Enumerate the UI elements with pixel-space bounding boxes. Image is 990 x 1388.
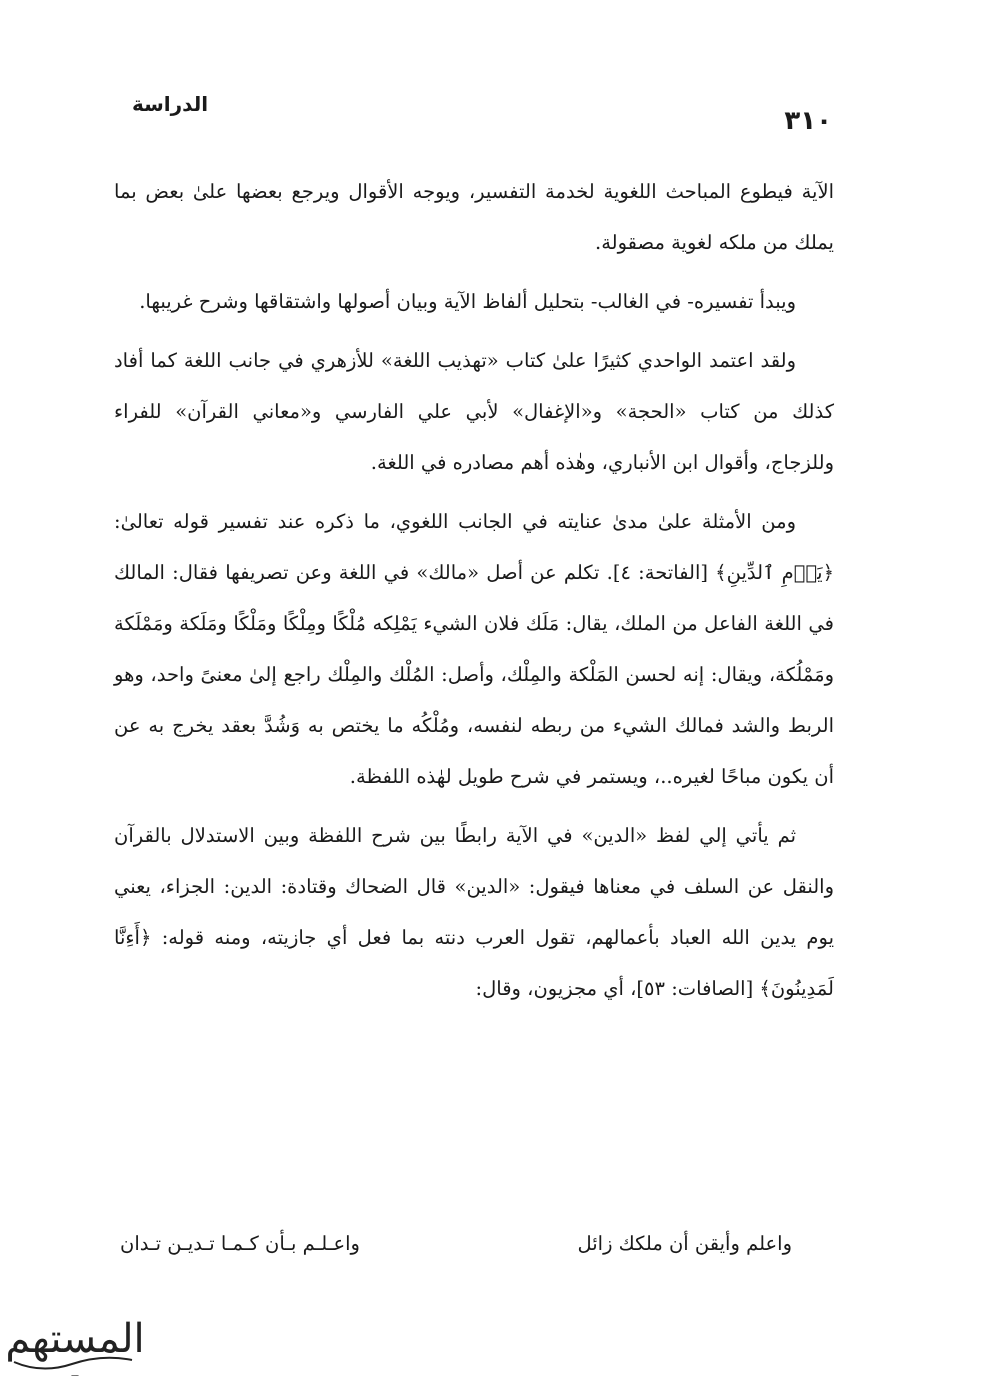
poem-second-hemistich: واعـلـم بـأن كـمـا تـديـن تـدان — [120, 1232, 360, 1255]
page-header — [108, 92, 832, 142]
svg-text:ـــ: ـــ — [71, 1369, 79, 1378]
body-text — [114, 166, 834, 1022]
paragraph-1: الآية فيطوع المباحث اللغوية لخدمة التفسير، ويوجه الأقوال ويرجع بعضها علىٰ بعض بما يملك من ملكه لغوية مصقولة. — [114, 180, 834, 254]
page-number: ٣١٠ — [784, 106, 832, 136]
stamp-calligraphy-text: المستهم — [5, 1316, 145, 1362]
publisher-logo-stamp — [2, 1302, 148, 1382]
paragraph-4: ومن الأمثلة علىٰ مدىٰ عنايته في الجانب اللغوي، ما ذكره عند تفسير قوله تعالىٰ: ﴿يَوۡمِ ٱلدِّينِ﴾ [الفاتحة: ٤]. تكلم عن أصل «مالك» في اللغة وعن تصريفها فقال: المالك في اللغة الفاعل من الملك، يقال: مَلَك فلان الشيء يَمْلِكه مُلْكًا ومِلْكًا ومَلْكًا ومَلَكة ومَمْلَكة ومَمْلُكة، ويقال: إنه لحسن المَلْكة والمِلْك، وأصل: المُلْك والمِلْك راجع إلىٰ معنىً واحد، وهو الربط والشد فمالك الشيء من ربطه لنفسه، ومُلْكُه ما يختص به وَشُدَّ بعقد يخرج به عن أن يكون مباحًا لغيره..، ويستمر في شرح طويل لهٰذه اللفظة. — [114, 510, 835, 788]
paragraph-5: ثم يأتي إلي لفظ «الدين» في الآية رابطًا بين شرح اللفظة وبين الاستدلال بالقرآن والنقل عن السلف في معناها فيقول: «الدين» قال الضحاك وقتادة: الدين: الجزاء، يعني يوم يدين الله العباد بأعمالهم، تقول العرب دنته بما فعل أي جازيته، ومنه قوله: ﴿أَءِنَّا لَمَدِينُونَ﴾ [الصافات: ٥٣]، أي مجزيون، وقال: — [114, 824, 834, 1000]
paragraph-3: ولقد اعتمد الواحدي كثيرًا علىٰ كتاب «تهذيب اللغة» للأزهري في جانب اللغة كما أفاد كذلك من كتاب «الحجة» و«الإغفال» لأبي علي الفارسي و«معاني القرآن» للفراء وللزجاج، وأقوال ابن الأنباري، وهٰذه أهم مصادره في اللغة. — [114, 349, 834, 474]
paragraph-2: ويبدأ تفسيره- في الغالب- بتحليل ألفاظ الآية وبيان أصولها واشتقاقها وشرح غريبها. — [139, 290, 796, 313]
poem-first-hemistich: واعلم وأيقن أن ملكك زائل — [577, 1232, 792, 1255]
poem-verse — [114, 1232, 834, 1282]
section-title: الدراسة — [132, 92, 209, 116]
